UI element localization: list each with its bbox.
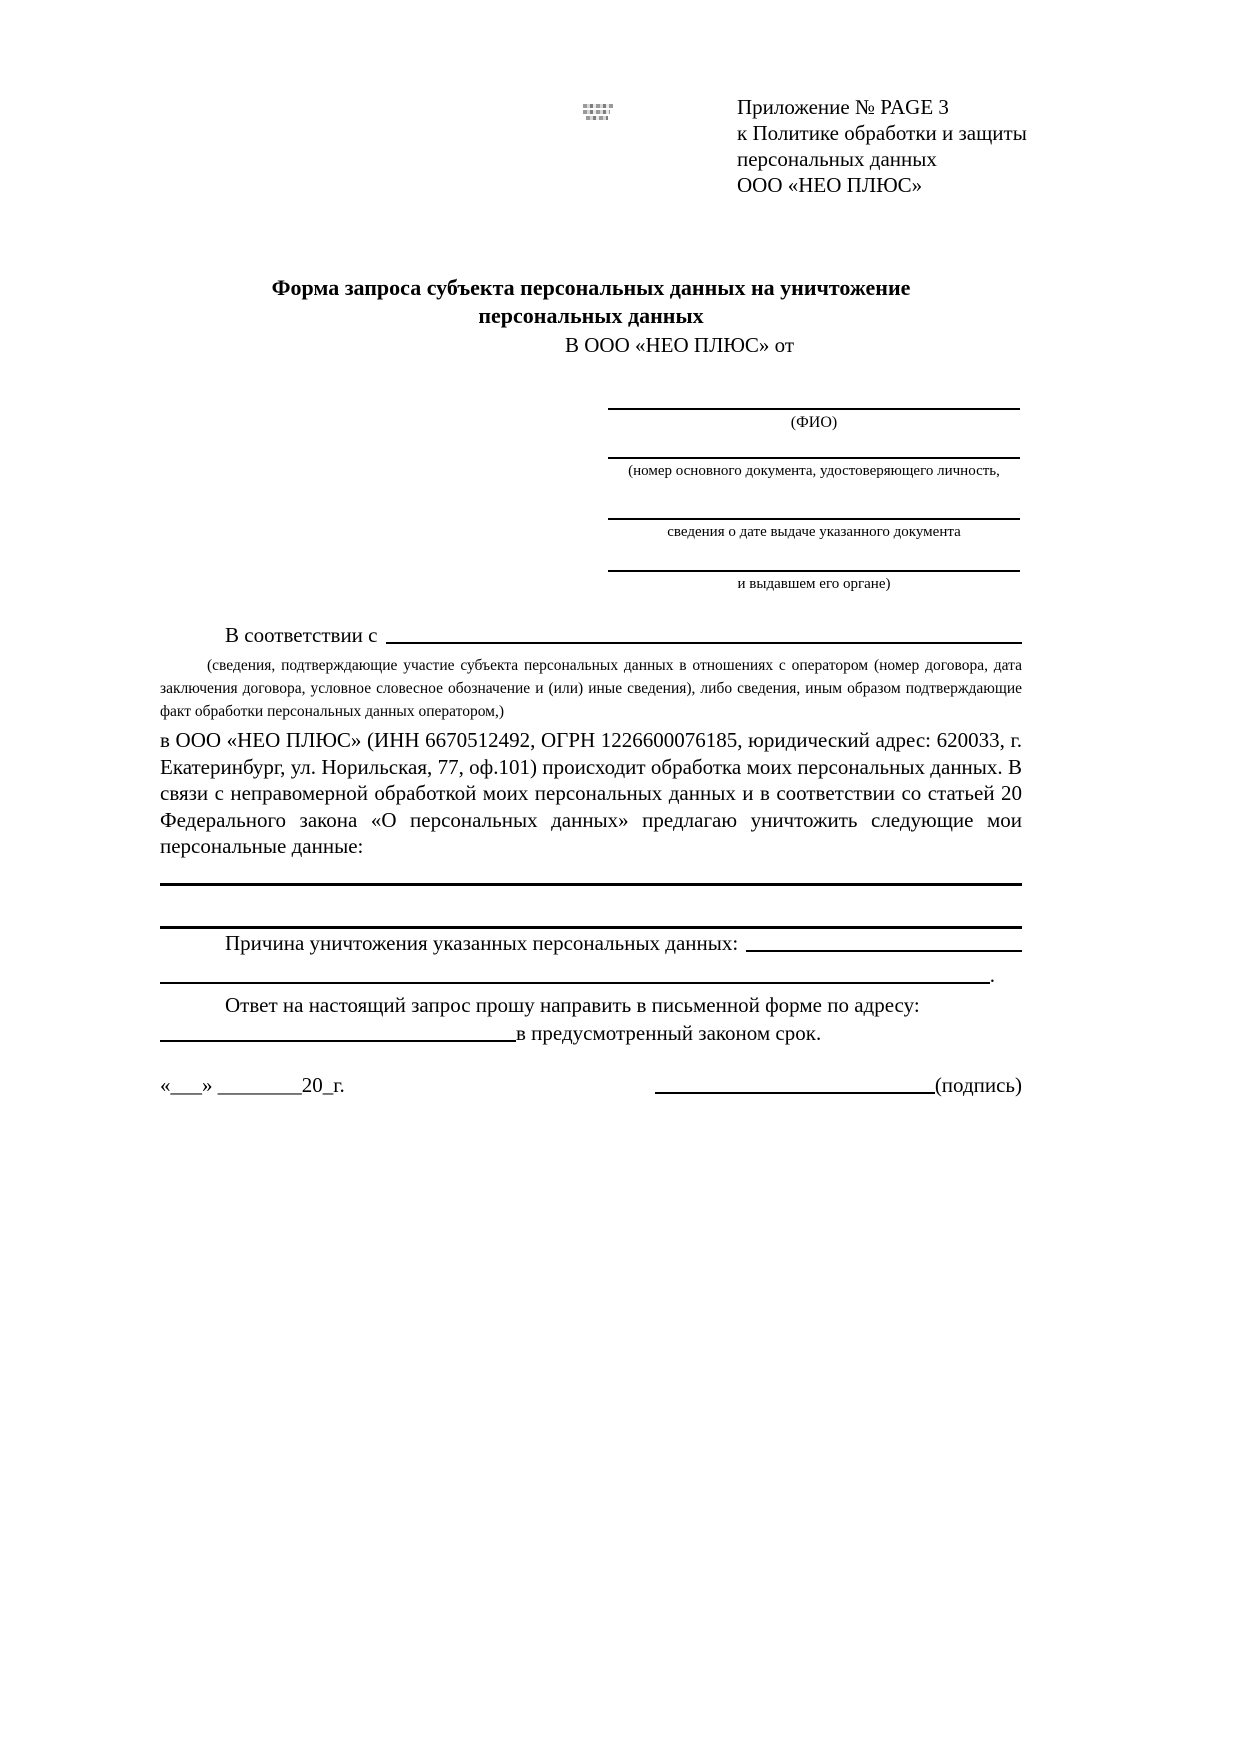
reason-blank-line (746, 930, 1022, 952)
policy-reference-line: к Политике обработки и защиты (737, 121, 1027, 145)
document-title-line2: персональных данных (478, 303, 704, 328)
glitch-artifact-icon (583, 104, 613, 130)
glitch-strip (586, 116, 608, 120)
glitch-strip (583, 104, 613, 108)
organization-name: ООО «НЕО ПЛЮС» (737, 173, 923, 197)
reason-row (160, 930, 1022, 956)
signature-blank-line (655, 1072, 935, 1094)
accordance-label: В соответствии с (225, 623, 378, 647)
issuing-authority-caption: и выдавшем его органе) (737, 576, 891, 592)
addressee-line: В ООО «НЕО ПЛЮС» от (565, 333, 795, 357)
body-paragraph: в ООО «НЕО ПЛЮС» (ИНН 6670512492, ОГРН 1226600076185, юридический адрес: 620033, г. Екатеринбург, ул. Норильская, 77, оф.101) происходит обработка моих персональных данных. В связи с неправомерной обработкой моих персональных данных и в соответствии со статьей 20 Федерального закона «О персональных данных» предлагаю уничтожить следующие мои персональные данные: (160, 728, 1022, 858)
date-signature-row (160, 1072, 1022, 1098)
document-number-caption: (номер основного документа, удостоверяющего личность, (628, 463, 1000, 479)
reason-label: Причина уничтожения указанных персональных данных: (225, 931, 739, 955)
data-to-destroy-blank-line-1 (160, 883, 1022, 886)
reason-continuation-blank-line (160, 962, 990, 984)
document-title (160, 274, 1022, 330)
signature-group (655, 1072, 1022, 1098)
signature-caption: (подпись) (934, 1073, 1022, 1097)
line-terminator: . (989, 963, 995, 987)
issuing-authority-blank-line (608, 570, 1020, 572)
response-request-line: Ответ на настоящий запрос прошу направить в письменной форме по адресу: (225, 993, 920, 1017)
response-term-text: в предусмотренный законом срок. (516, 1021, 822, 1045)
issue-date-blank-line (608, 518, 1020, 520)
document-number-blank-line (608, 457, 1020, 459)
accordance-blank-line (386, 622, 1023, 644)
policy-reference-line2: персональных данных (737, 147, 937, 171)
accordance-row (160, 622, 1022, 648)
response-address-blank-line (160, 1020, 516, 1042)
fio-caption: (ФИО) (790, 414, 838, 431)
data-to-destroy-blank-line-2 (160, 926, 1022, 929)
date-field: «___» ________20_г. (160, 1073, 345, 1097)
glitch-strip (583, 110, 610, 114)
fine-print-note: (сведения, подтверждающие участие субъекта персональных данных в отношениях с оператором (номер договора, дата заключения договора, условное словесное обозначение и (или) иные сведения), либо сведения, иным образом подтверждающие факт обработки персональных данных оператором,) (160, 657, 1022, 720)
issue-date-caption: сведения о дате выдаче указанного документа (667, 524, 961, 540)
reason-continuation-row (160, 962, 995, 988)
response-address-row (160, 1020, 1022, 1046)
document-title-line1: Форма запроса субъекта персональных данных на уничтожение (271, 275, 911, 300)
appendix-number-line: Приложение № PAGE 3 (737, 95, 949, 119)
appendix-header-block (737, 94, 1027, 198)
fio-blank-line (608, 408, 1020, 410)
